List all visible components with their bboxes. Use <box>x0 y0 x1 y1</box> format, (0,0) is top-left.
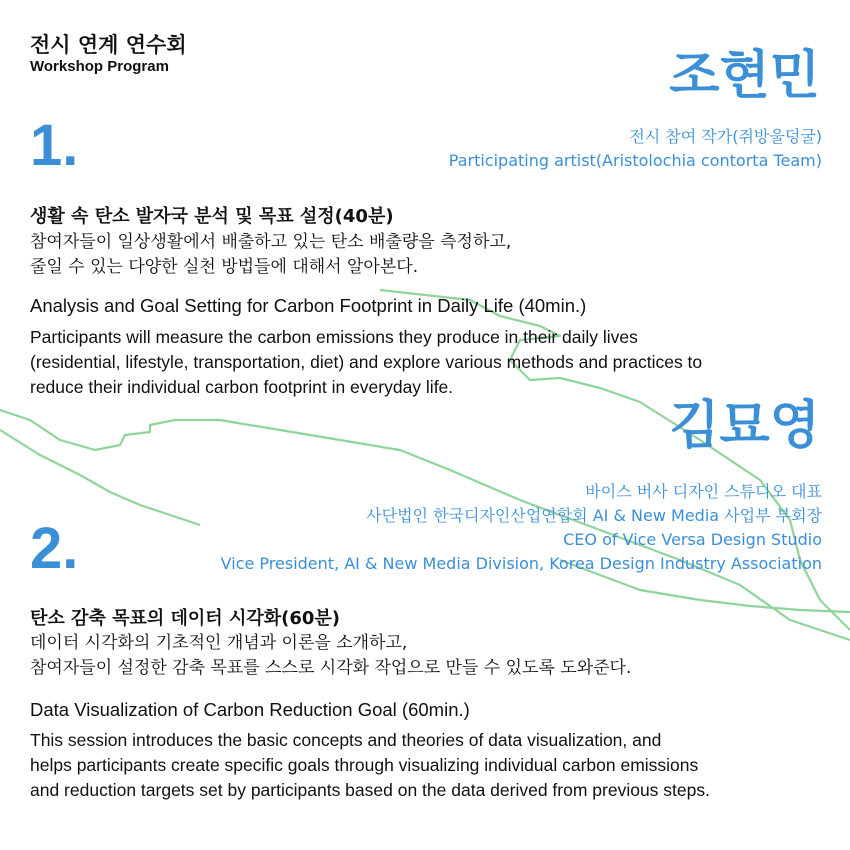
session-desc-english-2 <box>30 728 830 803</box>
speaker-role-line: Vice President, AI & New Media Division, Korea Design Industry Association <box>220 554 822 573</box>
desc-line: This session introduces the basic concepts and theories of data visualization, and <box>30 730 662 750</box>
session-desc-korean-2 <box>30 631 631 681</box>
session-desc-korean-1 <box>30 230 511 280</box>
desc-line: 참여자들이 설정한 감축 목표를 스스로 시각화 작업으로 만들 수 있도록 도와준다. <box>30 658 632 678</box>
header-title-korean: 전시 연계 연수회 <box>30 33 187 57</box>
speaker-name-2: 김묘영 <box>669 396 820 456</box>
session-title-english-2: Data Visualization of Carbon Reduction Goal (60min.) <box>30 699 470 720</box>
speaker-name-1: 조현민 <box>669 46 820 106</box>
session-desc-english-1 <box>30 325 830 400</box>
speaker-roles-1 <box>449 125 822 173</box>
desc-line: 줄일 수 있는 다양한 실천 방법들에 대해서 알아본다. <box>30 257 419 277</box>
desc-line: and reduction targets set by participants based on the data derived from previous steps. <box>30 780 710 800</box>
session-title-korean-2: 탄소 감축 목표의 데이터 시각화(60분) <box>30 608 340 629</box>
desc-line: Participants will measure the carbon emissions they produce in their daily lives <box>30 327 638 347</box>
desc-line: 데이터 시각화의 기초적인 개념과 이론을 소개하고, <box>30 633 408 653</box>
session-title-korean-1: 생활 속 탄소 발자국 분석 및 목표 설정(40분) <box>30 206 394 227</box>
desc-line: helps participants create specific goals through visualizing individual carbon emissions <box>30 755 699 775</box>
speaker-role-line: Participating artist(Aristolochia contorta Team) <box>448 151 822 170</box>
session-number-2: 2. <box>30 516 79 581</box>
speaker-role-line: 사단법인 한국디자인산업연합회 AI & New Media 사업부 부회장 <box>366 506 822 525</box>
desc-line: 참여자들이 일상생활에서 배출하고 있는 탄소 배출량을 측정하고, <box>30 232 512 252</box>
desc-line: reduce their individual carbon footprint in everyday life. <box>30 377 454 397</box>
session-number-1: 1. <box>30 113 79 178</box>
speaker-roles-2 <box>221 480 822 576</box>
desc-line: (residential, lifestyle, transportation, diet) and explore various methods and practices to <box>30 352 703 372</box>
session-title-english-1: Analysis and Goal Setting for Carbon Footprint in Daily Life (40min.) <box>30 295 587 316</box>
speaker-role-line: CEO of Vice Versa Design Studio <box>563 530 822 549</box>
speaker-role-line: 전시 참여 작가(쥐방울덩굴) <box>629 127 822 146</box>
header-title-english: Workshop Program <box>30 58 169 75</box>
green-line-left-edge <box>0 430 200 525</box>
speaker-role-line: 바이스 버사 디자인 스튜디오 대표 <box>585 482 822 501</box>
